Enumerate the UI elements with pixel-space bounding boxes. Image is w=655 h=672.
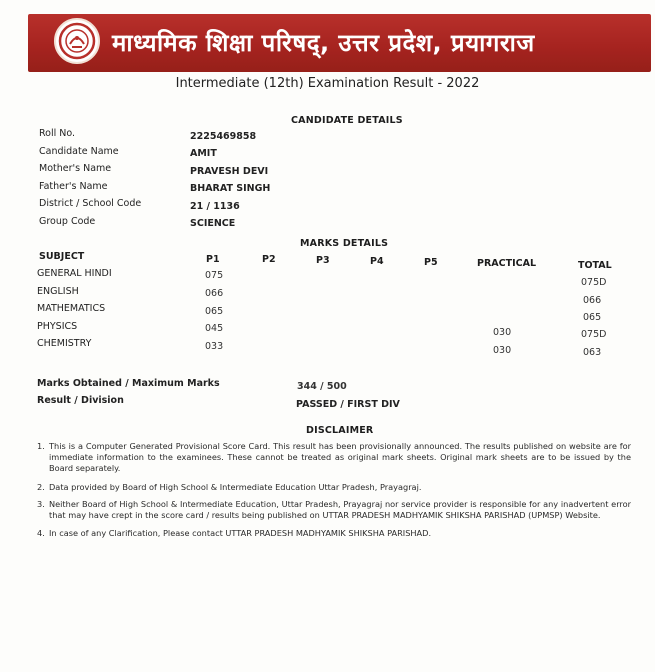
subject-name: CHEMISTRY [37,338,92,349]
disclaimer-item [37,528,631,540]
col-total: TOTAL [578,260,612,271]
p1-mark: 033 [205,341,224,352]
col-practical: PRACTICAL [477,258,536,269]
roll-no-label: Roll No. [39,128,76,139]
disclaimer-heading: DISCLAIMER [306,425,374,436]
total-mark: 075D [581,329,607,340]
result-value: PASSED / FIRST DIV [296,399,400,410]
col-p5: P5 [424,257,438,268]
disclaimer-text: Neither Board of High School & Intermediate Education, Uttar Pradesh, Prayagraj nor service provider is responsible for any inadvertent error that may have crept in the score card / results being published on UTTAR PRADESH MADHYAMIK SHIKSHA PARISHAD (UPMSP) Website. [49,499,631,520]
p1-mark: 066 [205,288,224,299]
result-label: Result / Division [37,395,124,406]
col-p2: P2 [262,254,276,265]
board-seal-icon [54,18,100,64]
disclaimer-number: 1. [37,441,45,451]
marks-details-heading: MARKS DETAILS [300,238,389,249]
father-name-value: BHARAT SINGH [190,183,271,194]
marks-obtained-label: Marks Obtained / Maximum Marks [37,378,220,389]
total-mark: 063 [583,347,602,358]
marks-obtained-value: 344 / 500 [297,381,347,392]
subject-name: ENGLISH [37,286,79,297]
subject-name: GENERAL HINDI [37,268,112,279]
mother-name-value: PRAVESH DEVI [190,166,269,177]
candidate-name-value: AMIT [190,148,217,159]
disclaimer-item [37,482,631,494]
disclaimer-text: Data provided by Board of High School & Intermediate Education Uttar Pradesh, Prayagraj. [49,482,422,492]
total-mark: 075D [581,277,607,288]
total-mark: 065 [583,312,602,323]
roll-no-value: 2225469858 [190,131,257,142]
mother-name-label: Mother's Name [39,163,112,174]
p1-mark: 075 [205,270,224,281]
practical-mark: 030 [493,345,512,356]
exam-title: Intermediate (12th) Examination Result - 2022 [175,76,480,91]
candidate-name-label: Candidate Name [39,146,119,157]
candidate-details-heading: CANDIDATE DETAILS [291,115,403,126]
col-subject: SUBJECT [39,251,85,262]
disclaimer-text: In case of any Clarification, Please contact UTTAR PRADESH MADHYAMIK SHIKSHA PARISHAD. [49,528,432,538]
disclaimer-number: 2. [37,482,45,492]
disclaimer-item [37,441,631,475]
subject-name: MATHEMATICS [37,303,106,314]
disclaimer-item [37,499,631,522]
disclaimer-number: 4. [37,528,45,538]
district-school-value: 21 / 1136 [190,201,240,212]
district-school-label: District / School Code [39,198,142,209]
total-mark: 066 [583,295,602,306]
group-code-value: SCIENCE [190,218,236,229]
father-name-label: Father's Name [39,181,108,192]
col-p4: P4 [370,256,384,267]
header-banner [28,14,651,72]
col-p1: P1 [206,254,220,265]
p1-mark: 045 [205,323,224,334]
group-code-label: Group Code [39,216,96,227]
col-p3: P3 [316,255,330,266]
disclaimer-number: 3. [37,499,45,509]
practical-mark: 030 [493,327,512,338]
disclaimer-text: This is a Computer Generated Provisional Score Card. This result has been provisionally announced. The results published on website are for immediate information to the examinees. These cannot be treated as original mark sheets. Original mark sheets are to be issued by the Board separately. [49,441,631,473]
p1-mark: 065 [205,306,224,317]
subject-name: PHYSICS [37,321,78,332]
board-name: माध्यमिक शिक्षा परिषद्, उत्तर प्रदेश, प्रयागराज [112,29,535,57]
